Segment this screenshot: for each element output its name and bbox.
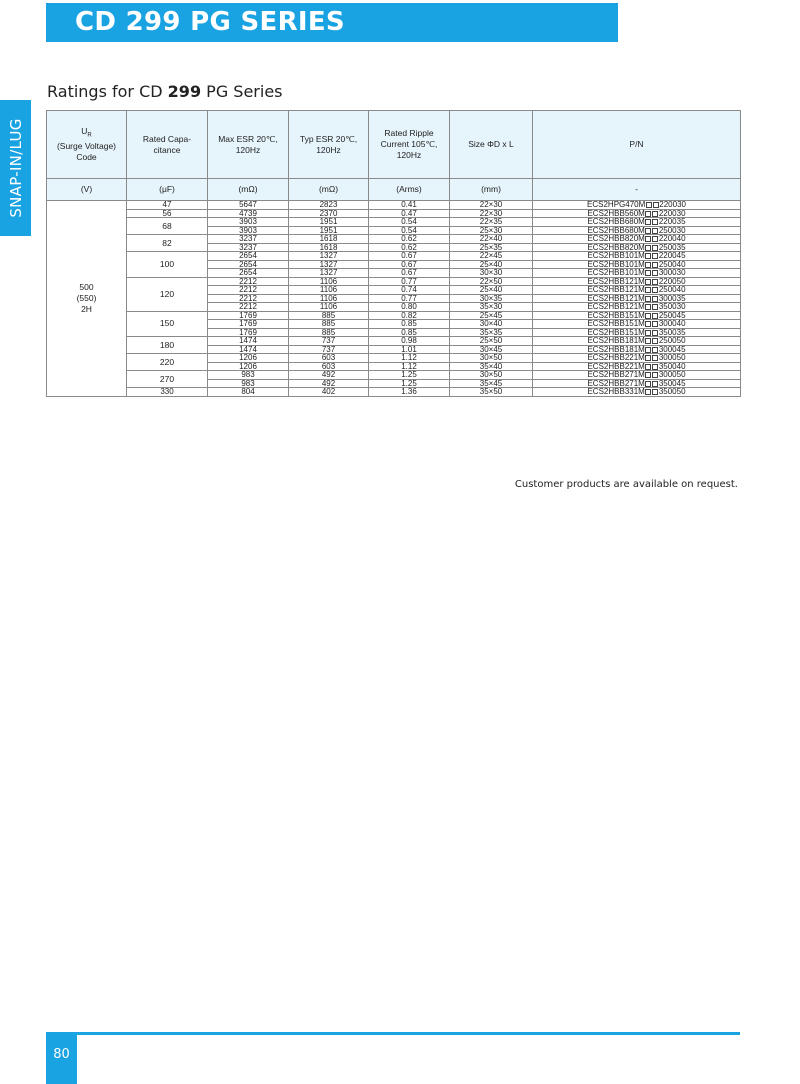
- size-cell: 25×30: [450, 226, 533, 235]
- pn-prefix: ECS2HBB101M: [587, 251, 645, 260]
- section-title: [47, 82, 283, 101]
- pn-suffix: 350030: [658, 302, 686, 311]
- pn-suffix: 220030: [658, 209, 686, 218]
- typ-esr-cell: 1951: [289, 226, 369, 235]
- pn-prefix: ECS2HBB121M: [587, 294, 645, 303]
- capacitance-cell: 100: [127, 252, 208, 278]
- ripple-cell: 0.67: [369, 269, 450, 278]
- unit-pn: -: [533, 179, 741, 201]
- placeholder-box-icon: [652, 347, 658, 353]
- typ-esr-cell: 492: [289, 379, 369, 388]
- placeholder-box-icon: [652, 279, 658, 285]
- table-header-row: [47, 111, 741, 179]
- ripple-cell: 0.41: [369, 201, 450, 210]
- header-capacitance: Rated Capa- citance: [127, 111, 208, 179]
- unit-max-esr: (mΩ): [208, 179, 289, 201]
- pn-suffix: 300030: [658, 268, 686, 277]
- max-esr-cell: 1769: [208, 328, 289, 337]
- max-esr-cell: 804: [208, 388, 289, 397]
- placeholder-box-icon: [652, 296, 658, 302]
- max-esr-cell: 3903: [208, 218, 289, 227]
- placeholder-box-icon: [646, 202, 652, 208]
- typ-esr-cell: 402: [289, 388, 369, 397]
- ripple-cell: 0.54: [369, 218, 450, 227]
- voltage-line-3: 2H: [81, 303, 92, 314]
- pn-cell: [533, 218, 741, 227]
- max-esr-cell: 2212: [208, 294, 289, 303]
- header-voltage-sub: R: [87, 132, 92, 139]
- table-row: [47, 337, 741, 346]
- size-cell: 22×50: [450, 277, 533, 286]
- ratings-table: [46, 110, 741, 397]
- pn-prefix: ECS2HBB151M: [587, 311, 645, 320]
- pn-cell: [533, 226, 741, 235]
- size-cell: 30×50: [450, 371, 533, 380]
- placeholder-box-icon: [645, 287, 651, 293]
- placeholder-box-icon: [652, 262, 658, 268]
- pn-cell: [533, 209, 741, 218]
- placeholder-box-icon: [652, 389, 658, 395]
- size-cell: 22×35: [450, 218, 533, 227]
- typ-esr-cell: 737: [289, 337, 369, 346]
- section-title-bold: 299: [167, 82, 202, 101]
- typ-esr-cell: 1106: [289, 277, 369, 286]
- typ-esr-cell: 1327: [289, 260, 369, 269]
- size-cell: 25×45: [450, 311, 533, 320]
- pn-suffix: 250040: [658, 285, 686, 294]
- pn-prefix: ECS2HBB101M: [587, 260, 645, 269]
- max-esr-cell: 983: [208, 371, 289, 380]
- pn-cell: [533, 260, 741, 269]
- pn-suffix: 300050: [658, 353, 686, 362]
- unit-voltage: (V): [47, 179, 127, 201]
- pn-cell: [533, 243, 741, 252]
- pn-prefix: ECS2HPG470M: [587, 200, 646, 209]
- pn-suffix: 250040: [658, 260, 686, 269]
- size-cell: 30×40: [450, 320, 533, 329]
- max-esr-cell: 2212: [208, 286, 289, 295]
- size-cell: 35×30: [450, 303, 533, 312]
- series-title: CD 299 PG SERIES: [75, 7, 345, 37]
- placeholder-box-icon: [652, 219, 658, 225]
- ripple-cell: 1.01: [369, 345, 450, 354]
- placeholder-box-icon: [645, 372, 651, 378]
- size-cell: 30×35: [450, 294, 533, 303]
- ripple-cell: 0.54: [369, 226, 450, 235]
- typ-esr-cell: 1106: [289, 303, 369, 312]
- ripple-cell: 0.47: [369, 209, 450, 218]
- size-cell: 30×45: [450, 345, 533, 354]
- pn-prefix: ECS2HBB101M: [587, 268, 645, 277]
- ripple-cell: 0.85: [369, 328, 450, 337]
- capacitance-cell: 330: [127, 388, 208, 397]
- ripple-cell: 1.12: [369, 362, 450, 371]
- typ-esr-cell: 603: [289, 354, 369, 363]
- pn-cell: [533, 269, 741, 278]
- typ-esr-cell: 1106: [289, 286, 369, 295]
- pn-prefix: ECS2HBB560M: [587, 209, 645, 218]
- size-cell: 22×45: [450, 252, 533, 261]
- capacitance-cell: 220: [127, 354, 208, 371]
- capacitance-cell: 150: [127, 311, 208, 337]
- placeholder-box-icon: [652, 321, 658, 327]
- pn-cell: [533, 388, 741, 397]
- voltage-line-1: 500: [79, 281, 94, 292]
- pn-prefix: ECS2HBB121M: [587, 302, 645, 311]
- pn-cell: [533, 286, 741, 295]
- placeholder-box-icon: [645, 219, 651, 225]
- header-ripple: Rated Ripple Current 105℃, 120Hz: [369, 111, 450, 179]
- placeholder-box-icon: [645, 236, 651, 242]
- max-esr-cell: 2654: [208, 260, 289, 269]
- pn-cell: [533, 337, 741, 346]
- pn-cell: [533, 201, 741, 210]
- pn-prefix: ECS2HBB680M: [587, 226, 645, 235]
- placeholder-box-icon: [645, 389, 651, 395]
- typ-esr-cell: 1106: [289, 294, 369, 303]
- size-cell: 22×40: [450, 235, 533, 244]
- voltage-group-cell: [47, 201, 127, 397]
- header-pn: P/N: [533, 111, 741, 179]
- pn-suffix: 220050: [658, 277, 686, 286]
- typ-esr-cell: 2370: [289, 209, 369, 218]
- pn-suffix: 250035: [658, 243, 686, 252]
- table-row: [47, 354, 741, 363]
- placeholder-box-icon: [652, 211, 658, 217]
- ripple-cell: 1.25: [369, 379, 450, 388]
- placeholder-box-icon: [652, 236, 658, 242]
- size-cell: 25×50: [450, 337, 533, 346]
- placeholder-box-icon: [645, 381, 651, 387]
- placeholder-box-icon: [652, 364, 658, 370]
- max-esr-cell: 1769: [208, 320, 289, 329]
- table-row: [47, 388, 741, 397]
- size-cell: 30×50: [450, 354, 533, 363]
- max-esr-cell: 983: [208, 379, 289, 388]
- max-esr-cell: 2654: [208, 252, 289, 261]
- placeholder-box-icon: [645, 338, 651, 344]
- max-esr-cell: 2212: [208, 277, 289, 286]
- table-units-row: [47, 179, 741, 201]
- typ-esr-cell: 737: [289, 345, 369, 354]
- placeholder-box-icon: [652, 228, 658, 234]
- section-title-post: PG Series: [201, 82, 283, 101]
- ripple-cell: 0.77: [369, 294, 450, 303]
- pn-cell: [533, 277, 741, 286]
- ripple-cell: 1.36: [369, 388, 450, 397]
- pn-cell: [533, 303, 741, 312]
- pn-prefix: ECS2HBB181M: [587, 345, 645, 354]
- placeholder-box-icon: [645, 279, 651, 285]
- pn-prefix: ECS2HBB271M: [587, 379, 645, 388]
- typ-esr-cell: 1618: [289, 235, 369, 244]
- voltage-line-2: (550): [76, 292, 97, 303]
- placeholder-box-icon: [645, 347, 651, 353]
- size-cell: 22×30: [450, 201, 533, 210]
- size-cell: 35×40: [450, 362, 533, 371]
- placeholder-box-icon: [652, 287, 658, 293]
- max-esr-cell: 5647: [208, 201, 289, 210]
- unit-ripple: (Arms): [369, 179, 450, 201]
- table-row: [47, 252, 741, 261]
- ripple-cell: 1.25: [369, 371, 450, 380]
- placeholder-box-icon: [652, 304, 658, 310]
- pn-suffix: 220030: [659, 200, 686, 209]
- ripple-cell: 0.77: [369, 277, 450, 286]
- pn-suffix: 250030: [658, 226, 686, 235]
- capacitance-cell: 47: [127, 201, 208, 210]
- pn-cell: [533, 311, 741, 320]
- placeholder-box-icon: [645, 245, 651, 251]
- placeholder-box-icon: [652, 270, 658, 276]
- size-cell: 35×35: [450, 328, 533, 337]
- pn-cell: [533, 371, 741, 380]
- typ-esr-cell: 1327: [289, 269, 369, 278]
- table-row: [47, 235, 741, 244]
- max-esr-cell: 3237: [208, 235, 289, 244]
- max-esr-cell: 1474: [208, 345, 289, 354]
- placeholder-box-icon: [645, 253, 651, 259]
- page-number: 80: [46, 1035, 77, 1084]
- pn-prefix: ECS2HBB820M: [587, 234, 645, 243]
- placeholder-box-icon: [645, 304, 651, 310]
- table-row: [47, 277, 741, 286]
- size-cell: 25×35: [450, 243, 533, 252]
- pn-suffix: 300045: [658, 345, 686, 354]
- placeholder-box-icon: [652, 253, 658, 259]
- placeholder-box-icon: [653, 202, 659, 208]
- pn-prefix: ECS2HBB121M: [587, 277, 645, 286]
- typ-esr-cell: 1618: [289, 243, 369, 252]
- pn-cell: [533, 235, 741, 244]
- max-esr-cell: 2654: [208, 269, 289, 278]
- placeholder-box-icon: [645, 330, 651, 336]
- pn-prefix: ECS2HBB331M: [587, 387, 645, 396]
- ripple-cell: 0.74: [369, 286, 450, 295]
- max-esr-cell: 1474: [208, 337, 289, 346]
- ripple-cell: 0.85: [369, 320, 450, 329]
- header-max-esr: Max ESR 20℃, 120Hz: [208, 111, 289, 179]
- max-esr-cell: 1206: [208, 362, 289, 371]
- placeholder-box-icon: [645, 313, 651, 319]
- table-row: [47, 218, 741, 227]
- pn-suffix: 350040: [658, 362, 686, 371]
- pn-suffix: 300040: [658, 319, 686, 328]
- max-esr-cell: 4739: [208, 209, 289, 218]
- capacitance-cell: 120: [127, 277, 208, 311]
- ripple-cell: 0.62: [369, 235, 450, 244]
- capacitance-cell: 180: [127, 337, 208, 354]
- capacitance-cell: 270: [127, 371, 208, 388]
- typ-esr-cell: 1951: [289, 218, 369, 227]
- ripple-cell: 0.82: [369, 311, 450, 320]
- pn-suffix: 220040: [658, 234, 686, 243]
- pn-cell: [533, 354, 741, 363]
- pn-suffix: 350035: [658, 328, 686, 337]
- ripple-cell: 0.67: [369, 260, 450, 269]
- unit-capacitance: (μF): [127, 179, 208, 201]
- typ-esr-cell: 603: [289, 362, 369, 371]
- pn-suffix: 300050: [658, 370, 686, 379]
- category-side-tab: [0, 100, 31, 236]
- placeholder-box-icon: [645, 321, 651, 327]
- size-cell: 35×45: [450, 379, 533, 388]
- max-esr-cell: 3903: [208, 226, 289, 235]
- pn-suffix: 220035: [658, 217, 686, 226]
- placeholder-box-icon: [645, 364, 651, 370]
- placeholder-box-icon: [652, 245, 658, 251]
- availability-note: Customer products are available on request.: [514, 479, 738, 490]
- pn-prefix: ECS2HBB271M: [587, 370, 645, 379]
- size-cell: 30×30: [450, 269, 533, 278]
- typ-esr-cell: 2823: [289, 201, 369, 210]
- placeholder-box-icon: [645, 228, 651, 234]
- size-cell: 25×40: [450, 260, 533, 269]
- typ-esr-cell: 492: [289, 371, 369, 380]
- ripple-cell: 0.98: [369, 337, 450, 346]
- placeholder-box-icon: [652, 381, 658, 387]
- placeholder-box-icon: [652, 372, 658, 378]
- pn-prefix: ECS2HBB151M: [587, 319, 645, 328]
- placeholder-box-icon: [645, 270, 651, 276]
- placeholder-box-icon: [645, 296, 651, 302]
- typ-esr-cell: 1327: [289, 252, 369, 261]
- pn-cell: [533, 320, 741, 329]
- size-cell: 25×40: [450, 286, 533, 295]
- pn-prefix: ECS2HBB820M: [587, 243, 645, 252]
- pn-suffix: 250045: [658, 311, 686, 320]
- table-row: [47, 371, 741, 380]
- size-cell: 35×50: [450, 388, 533, 397]
- max-esr-cell: 3237: [208, 243, 289, 252]
- pn-cell: [533, 294, 741, 303]
- pn-cell: [533, 362, 741, 371]
- pn-suffix: 220045: [658, 251, 686, 260]
- typ-esr-cell: 885: [289, 328, 369, 337]
- placeholder-box-icon: [645, 262, 651, 268]
- pn-prefix: ECS2HBB221M: [587, 353, 645, 362]
- footer-divider: [46, 1032, 740, 1035]
- ripple-cell: 0.80: [369, 303, 450, 312]
- header-voltage: [47, 111, 127, 179]
- header-size: Size ΦD x L: [450, 111, 533, 179]
- capacitance-cell: 68: [127, 218, 208, 235]
- header-voltage-u: U: [81, 125, 88, 136]
- placeholder-box-icon: [645, 355, 651, 361]
- placeholder-box-icon: [652, 313, 658, 319]
- pn-cell: [533, 328, 741, 337]
- category-side-tab-label: SNAP-IN/LUG: [6, 118, 25, 218]
- placeholder-box-icon: [645, 211, 651, 217]
- pn-suffix: 350045: [658, 379, 686, 388]
- typ-esr-cell: 885: [289, 311, 369, 320]
- series-title-bar: [46, 3, 618, 42]
- placeholder-box-icon: [652, 338, 658, 344]
- placeholder-box-icon: [652, 330, 658, 336]
- table-body: [47, 201, 741, 397]
- capacitance-cell: 56: [127, 209, 208, 218]
- unit-typ-esr: (mΩ): [289, 179, 369, 201]
- typ-esr-cell: 885: [289, 320, 369, 329]
- size-cell: 22×30: [450, 209, 533, 218]
- pn-prefix: ECS2HBB121M: [587, 285, 645, 294]
- capacitance-cell: 82: [127, 235, 208, 252]
- max-esr-cell: 1769: [208, 311, 289, 320]
- table-row: [47, 209, 741, 218]
- table-row: [47, 311, 741, 320]
- ripple-cell: 1.12: [369, 354, 450, 363]
- pn-prefix: ECS2HBB151M: [587, 328, 645, 337]
- pn-suffix: 350050: [658, 387, 686, 396]
- pn-prefix: ECS2HBB680M: [587, 217, 645, 226]
- header-typ-esr: Typ ESR 20℃, 120Hz: [289, 111, 369, 179]
- max-esr-cell: 1206: [208, 354, 289, 363]
- placeholder-box-icon: [652, 355, 658, 361]
- unit-size: (mm): [450, 179, 533, 201]
- section-title-pre: Ratings for CD: [47, 82, 168, 101]
- pn-cell: [533, 379, 741, 388]
- pn-cell: [533, 345, 741, 354]
- ripple-cell: 0.62: [369, 243, 450, 252]
- pn-prefix: ECS2HBB221M: [587, 362, 645, 371]
- pn-suffix: 250050: [658, 336, 686, 345]
- header-voltage-rest: (Surge Voltage) Code: [56, 141, 117, 163]
- pn-prefix: ECS2HBB181M: [587, 336, 645, 345]
- ripple-cell: 0.67: [369, 252, 450, 261]
- table-row: [47, 201, 741, 210]
- pn-suffix: 300035: [658, 294, 686, 303]
- max-esr-cell: 2212: [208, 303, 289, 312]
- pn-cell: [533, 252, 741, 261]
